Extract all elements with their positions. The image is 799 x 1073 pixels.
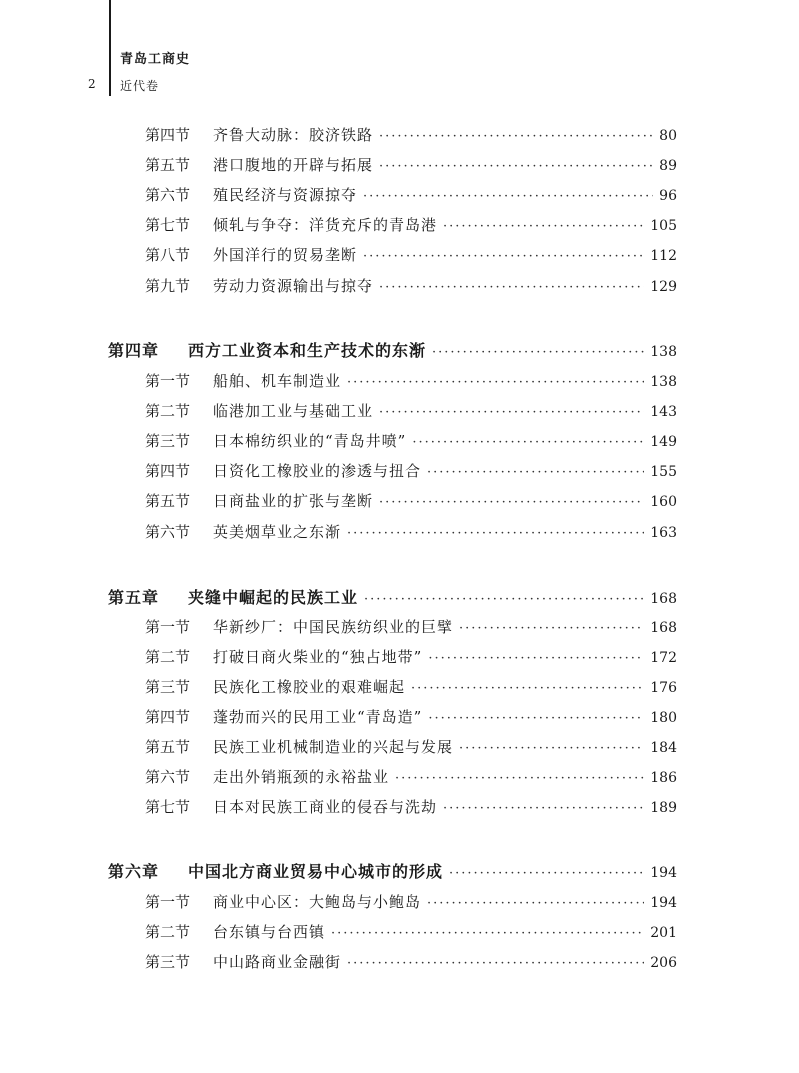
toc-section-entry[interactable] [145,766,677,790]
toc-entry-page: 186 [650,770,677,786]
toc-entry-title: 外国洋行的贸易垄断 [213,246,358,264]
toc-dot-leader [347,526,644,541]
toc-entry-label: 第二节 [145,402,191,420]
toc-dot-leader [379,129,653,144]
toc-dot-leader [412,435,644,450]
toc-entry-title: 日资化工橡胶业的渗透与扭合 [213,462,422,480]
toc-section-entry[interactable] [145,646,677,670]
toc-section-entry[interactable] [145,214,677,238]
toc-entry-title: 船舶、机车制造业 [213,372,342,390]
toc-entry-page: 143 [650,404,677,420]
toc-dot-leader [428,651,644,666]
toc-dot-leader [363,249,644,264]
toc-entry-page: 180 [650,710,677,726]
toc-entry-title: 西方工业资本和生产技术的东渐 [188,341,427,360]
toc-section-entry[interactable] [145,616,677,640]
toc-dot-leader [331,926,644,941]
toc-entry-title: 走出外销瓶颈的永裕盐业 [213,768,390,786]
toc-entry-page: 168 [650,620,677,636]
toc-entry-title: 台东镇与台西镇 [213,923,326,941]
toc-entry-label: 第四章 [108,341,160,360]
toc-entry-label: 第四节 [145,708,191,726]
toc-entry-label: 第四节 [145,462,191,480]
toc-dot-leader [364,592,644,607]
toc-entry-label: 第七节 [145,798,191,816]
toc-entry-label: 第六节 [145,523,191,541]
toc-chapter-entry[interactable] [108,859,677,885]
toc-dot-leader [379,159,653,174]
toc-dot-leader [379,495,644,510]
toc-section-entry[interactable] [145,460,677,484]
toc-entry-title: 英美烟草业之东渐 [213,523,342,541]
toc-dot-leader [411,681,644,696]
toc-chapter-entry[interactable] [108,338,677,364]
toc-entry-title: 临港加工业与基础工业 [213,402,374,420]
toc-entry-page: 96 [659,188,677,204]
toc-entry-page: 138 [650,374,677,390]
toc-entry-title: 倾轧与争夺：洋货充斥的青岛港 [213,216,438,234]
toc-entry-title: 打破日商火柴业的“独占地带” [213,648,423,666]
toc-entry-title: 蓬勃而兴的民用工业“青岛造” [213,708,423,726]
toc-entry-page: 184 [650,740,677,756]
toc-entry-page: 172 [650,650,677,666]
toc-entry-page: 201 [650,925,677,941]
toc-dot-leader [379,405,644,420]
toc-entry-label: 第三节 [145,432,191,450]
toc-section-entry[interactable] [145,676,677,700]
toc-entry-page: 149 [650,434,677,450]
toc-section-entry[interactable] [145,921,677,945]
toc-entry-title: 民族化工橡胶业的艰难崛起 [213,678,406,696]
toc-entry-label: 第五节 [145,492,191,510]
toc-entry-label: 第五节 [145,738,191,756]
toc-chapter-entry[interactable] [108,585,677,611]
toc-section-entry[interactable] [145,184,677,208]
toc-entry-title: 殖民经济与资源掠夺 [213,186,358,204]
toc-entry-label: 第六节 [145,768,191,786]
page-number: 2 [88,77,96,91]
toc-entry-label: 第五节 [145,156,191,174]
toc-dot-leader [459,621,644,636]
toc-entry-page: 80 [659,128,677,144]
toc-dot-leader [427,896,644,911]
toc-entry-page: 105 [650,218,677,234]
toc-entry-label: 第六节 [145,186,191,204]
toc-entry-page: 194 [650,895,677,911]
toc-section-entry[interactable] [145,706,677,730]
toc-entry-label: 第三节 [145,678,191,696]
toc-section-entry[interactable] [145,370,677,394]
toc-section-entry[interactable] [145,891,677,915]
toc-entry-page: 168 [650,591,677,607]
toc-entry-page: 206 [650,955,677,971]
toc-entry-title: 港口腹地的开辟与拓展 [213,156,374,174]
toc-entry-title: 日本棉纺织业的“青岛井喷” [213,432,407,450]
toc-section-entry[interactable] [145,275,677,299]
toc-entry-page: 176 [650,680,677,696]
toc-dot-leader [449,866,644,881]
toc-dot-leader [347,375,644,390]
toc-entry-page: 112 [650,248,677,264]
toc-section-entry[interactable] [145,951,677,975]
toc-entry-label: 第四节 [145,126,191,144]
toc-section-entry[interactable] [145,736,677,760]
toc-entry-page: 189 [650,800,677,816]
toc-entry-page: 160 [650,494,677,510]
toc-entry-label: 第二节 [145,923,191,941]
toc-entry-title: 民族工业机械制造业的兴起与发展 [213,738,454,756]
toc-section-entry[interactable] [145,400,677,424]
toc-dot-leader [347,956,644,971]
toc-section-entry[interactable] [145,124,677,148]
toc-section-entry[interactable] [145,430,677,454]
toc-entry-title: 日商盐业的扩张与垄断 [213,492,374,510]
toc-entry-label: 第七节 [145,216,191,234]
toc-dot-leader [459,741,644,756]
toc-entry-label: 第九节 [145,277,191,295]
book-title: 青岛工商史 [120,52,191,67]
toc-entry-title: 中国北方商业贸易中心城市的形成 [188,862,444,881]
toc-entry-label: 第一节 [145,618,191,636]
toc-dot-leader [395,771,644,786]
toc-dot-leader [379,280,644,295]
toc-entry-label: 第三节 [145,953,191,971]
toc-entry-page: 129 [650,279,677,295]
toc-entry-label: 第六章 [108,862,160,881]
volume-name: 近代卷 [120,79,160,93]
toc-entry-title: 华新纱厂：中国民族纺织业的巨擘 [213,618,454,636]
toc-dot-leader [427,465,644,480]
toc-entry-title: 劳动力资源输出与掠夺 [213,277,374,295]
toc-dot-leader [443,801,644,816]
toc-entry-title: 齐鲁大动脉：胶济铁路 [213,126,374,144]
toc-entry-title: 中山路商业金融街 [213,953,342,971]
toc-dot-leader [443,219,644,234]
toc-section-entry[interactable] [145,521,677,545]
toc-entry-title: 商业中心区：大鲍岛与小鲍岛 [213,893,422,911]
toc-entry-label: 第五章 [108,588,160,607]
toc-entry-label: 第一节 [145,893,191,911]
toc-entry-page: 194 [650,865,677,881]
toc-entry-page: 138 [650,344,677,360]
toc-dot-leader [363,189,653,204]
toc-entry-title: 夹缝中崛起的民族工业 [188,588,359,607]
toc-entry-page: 163 [650,525,677,541]
toc-entry-page: 155 [650,464,677,480]
toc-section-entry[interactable] [145,796,677,820]
toc-entry-label: 第一节 [145,372,191,390]
toc-section-entry[interactable] [145,154,677,178]
toc-section-entry[interactable] [145,490,677,514]
toc-section-entry[interactable] [145,244,677,268]
toc-dot-leader [432,345,644,360]
toc-entry-title: 日本对民族工商业的侵吞与洗劫 [213,798,438,816]
toc-entry-label: 第二节 [145,648,191,666]
toc-dot-leader [428,711,644,726]
toc-entry-label: 第八节 [145,246,191,264]
toc-entry-page: 89 [659,158,677,174]
